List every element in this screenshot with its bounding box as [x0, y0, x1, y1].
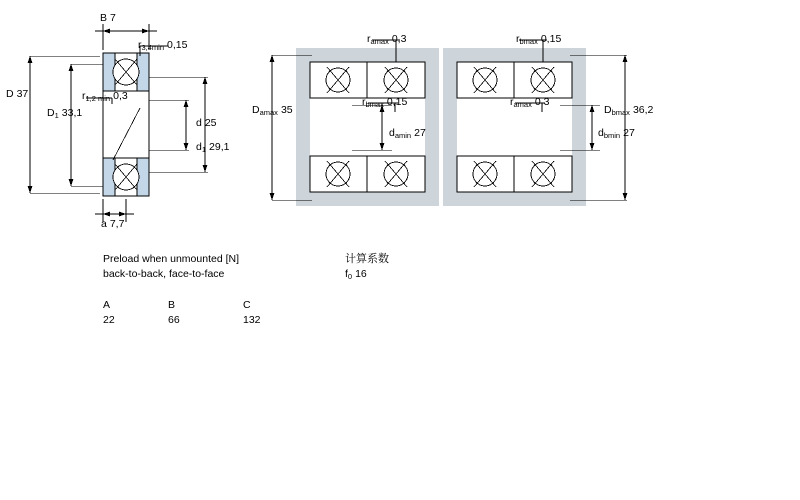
dim-symbol-ramax-2: r: [510, 96, 514, 108]
dim-label-d: [196, 118, 217, 129]
dim-label-damin: [389, 128, 426, 141]
dim-symbol-rbmax-1: r: [516, 33, 520, 45]
dim-label-D: [6, 89, 28, 100]
dim-subscript-ramax-1: amax: [370, 37, 389, 46]
dim-symbol-d1: d: [196, 141, 202, 153]
calculation-factor-value: 16: [355, 268, 367, 280]
dim-symbol-B: B: [100, 12, 108, 24]
preload-column-header-B: B: [168, 299, 176, 311]
dim-value-a: 7,7: [109, 218, 125, 230]
dim-value-rbmax-2: 0,15: [386, 96, 408, 108]
dim-label-dbmin: [598, 128, 635, 141]
dim-subscript-Damax: amax: [259, 108, 278, 117]
dim-symbol-rbmax-2: r: [362, 96, 366, 108]
preload-value-C: 132: [243, 314, 261, 326]
dim-subscript-d1: 1: [201, 145, 207, 154]
dim-symbol-dbmin: d: [598, 127, 604, 139]
dim-value-r34min: 0,15: [167, 39, 188, 51]
dim-symbol-Damax: D: [252, 104, 260, 116]
dim-label-B: [100, 13, 116, 24]
dim-symbol-d: d: [196, 117, 202, 129]
dim-value-B: 7: [110, 12, 116, 24]
dim-value-Dbmax: 36,2: [632, 104, 654, 116]
dim-symbol-a: a: [101, 218, 107, 230]
dim-symbol-D: D: [6, 88, 14, 100]
dim-label-Damax: [252, 105, 293, 118]
dim-subscript-r12min: 1,2 min: [85, 94, 111, 103]
preload-title: Preload when unmounted [N]: [103, 253, 240, 265]
dim-label-Dbmax: [604, 105, 653, 118]
dim-label-a: [101, 219, 124, 230]
calculation-factor-title: 计算系数: [345, 252, 389, 265]
calculation-factor-subscript: 0: [347, 272, 353, 281]
dim-label-r12min: [82, 91, 128, 104]
dim-value-dbmin: 27: [623, 127, 635, 139]
dim-symbol-damin: d: [389, 127, 395, 139]
dim-label-d1: [196, 142, 229, 155]
dim-value-d: 25: [204, 117, 217, 129]
preload-column-header-A: A: [103, 299, 111, 311]
dim-label-ramax-1: [367, 34, 406, 47]
calculation-factor-symbol: f: [345, 268, 348, 280]
dim-label-rbmax-1: [516, 34, 561, 47]
dim-subscript-D1: 1: [54, 111, 59, 120]
preload-subtitle: back-to-back, face-to-face: [103, 268, 225, 280]
dim-value-Damax: 35: [280, 104, 293, 116]
dim-subscript-r34min: 3,4min: [141, 43, 165, 52]
dim-value-D1: 33,1: [61, 107, 83, 119]
dim-symbol-r12min: r: [82, 90, 86, 102]
preload-value-A: 22: [103, 314, 115, 326]
dim-label-D1: [47, 108, 82, 121]
dim-subscript-damin: amin: [394, 131, 412, 140]
dim-subscript-ramax-2: amax: [513, 100, 532, 109]
dim-symbol-D1: D: [47, 107, 55, 119]
dim-subscript-Dbmax: bmax: [611, 108, 630, 117]
dim-subscript-rbmax-1: bmax: [519, 37, 538, 46]
dim-symbol-r34min: r: [138, 39, 142, 51]
dim-value-r12min: 0,3: [113, 90, 128, 102]
dim-label-ramax-2: [510, 97, 549, 110]
preload-value-B: 66: [168, 314, 180, 326]
dim-value-d1: 29,1: [209, 141, 230, 153]
preload-column-header-C: C: [243, 299, 251, 311]
dim-subscript-rbmax-2: bmax: [365, 100, 384, 109]
dim-subscript-dbmin: bmin: [603, 131, 621, 140]
dim-symbol-ramax-1: r: [367, 33, 371, 45]
dim-symbol-Dbmax: D: [604, 104, 612, 116]
dim-value-ramax-1: 0,3: [391, 33, 407, 45]
dim-value-ramax-2: 0,3: [534, 96, 550, 108]
dim-value-damin: 27: [414, 127, 426, 139]
dim-value-rbmax-1: 0,15: [540, 33, 562, 45]
dim-label-r34min: [138, 40, 187, 53]
dim-label-rbmax-2: [362, 97, 407, 110]
dim-value-D: 37: [16, 88, 29, 100]
calculation-factor-row: [345, 269, 367, 282]
